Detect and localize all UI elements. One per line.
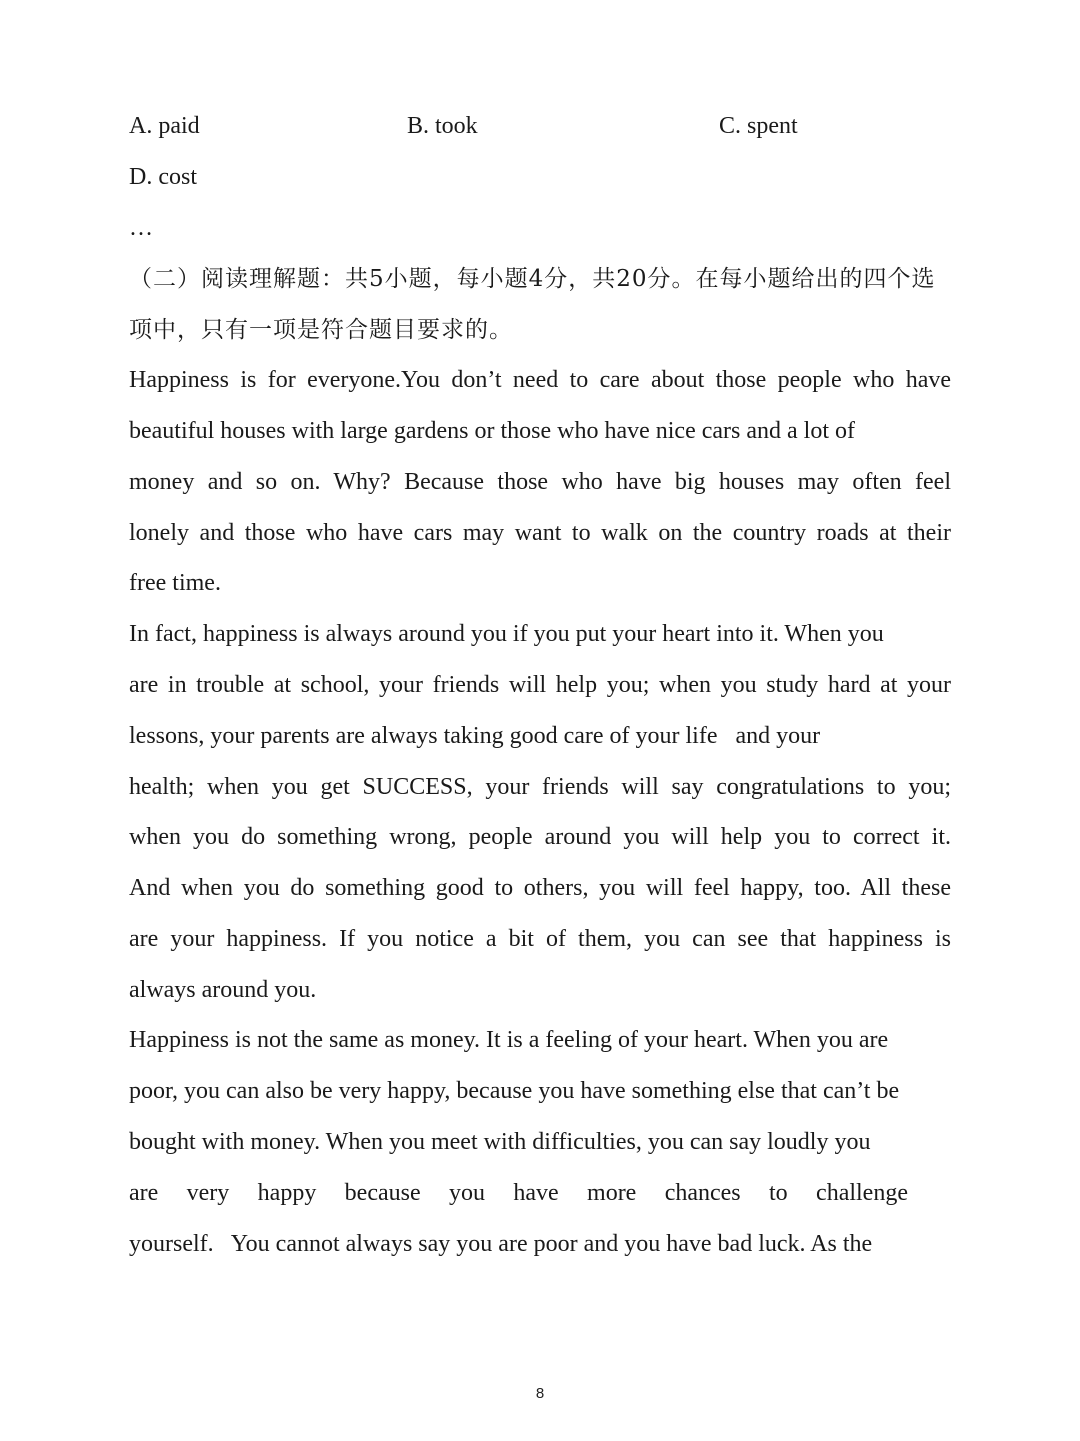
passage-line-11: And when you do something good to others, you will feel happy, too. All these: [129, 875, 951, 901]
option-b: B. took: [407, 113, 478, 139]
section-header-line-1: （二）阅读理解题：共5小题，每小题4分，共20分。在每小题给出的四个选: [129, 266, 936, 292]
ellipsis: …: [129, 215, 153, 241]
passage-line-10: when you do something wrong, people around you will help you to correct it.: [129, 824, 951, 850]
passage-line-17: are very happy because you have more chances to challenge: [129, 1180, 908, 1206]
passage-line-2: beautiful houses with large gardens or those who have nice cars and a lot of: [129, 418, 855, 444]
passage-line-4: lonely and those who have cars may want to walk on the country roads at their: [129, 520, 951, 546]
passage-line-3: money and so on. Why? Because those who have big houses may often feel: [129, 469, 951, 495]
option-d: D. cost: [129, 164, 197, 190]
passage-line-9: health; when you get SUCCESS, your friends will say congratulations to you;: [129, 774, 951, 800]
passage-line-12: are your happiness. If you notice a bit of them, you can see that happiness is: [129, 926, 951, 952]
passage-line-6: In fact, happiness is always around you if you put your heart into it. When you: [129, 621, 884, 647]
passage-line-14: Happiness is not the same as money. It is a feeling of your heart. When you are: [129, 1027, 889, 1053]
passage-line-7: are in trouble at school, your friends will help you; when you study hard at your: [129, 672, 951, 698]
passage-line-15: poor, you can also be very happy, because you have something else that can’t be: [129, 1078, 900, 1104]
page-number: 8: [535, 1385, 545, 1402]
passage-line-8: lessons, your parents are always taking good care of your life and your: [129, 723, 821, 749]
passage-line-1: Happiness is for everyone.You don’t need to care about those people who have: [129, 367, 951, 393]
option-c: C. spent: [719, 113, 798, 139]
passage-line-16: bought with money. When you meet with difficulties, you can say loudly you: [129, 1129, 871, 1155]
passage-line-5: free time.: [129, 570, 221, 596]
option-a: A. paid: [129, 113, 200, 139]
passage-line-18: yourself. You cannot always say you are poor and you have bad luck. As the: [129, 1231, 873, 1257]
section-header-line-2: 项中，只有一项是符合题目要求的。: [129, 317, 513, 343]
passage-line-13: always around you.: [129, 977, 317, 1003]
